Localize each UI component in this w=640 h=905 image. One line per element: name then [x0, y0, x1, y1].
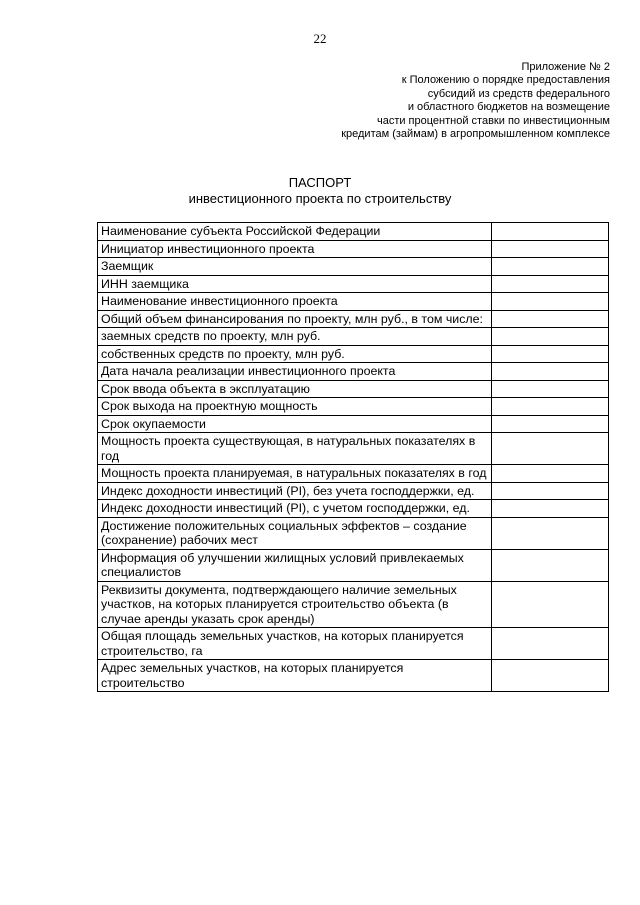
- title-subtitle: инвестиционного проекта по строительству: [188, 191, 452, 206]
- appendix-line: части процентной ставки по инвестиционным: [376, 114, 610, 127]
- row-value-cell: [492, 581, 609, 628]
- appendix-line: Приложение № 2: [521, 61, 610, 73]
- table-row: [98, 380, 609, 398]
- row-label: Дата начала реализации инвестиционного проекта: [98, 363, 492, 381]
- row-value-cell: [492, 482, 609, 500]
- table-row: [98, 465, 609, 483]
- passport-table-body: [98, 223, 609, 692]
- appendix-line: к Положению о порядке предоставления: [401, 74, 610, 87]
- row-label: Наименование инвестиционного проекта: [98, 293, 492, 311]
- row-label: Заемщик: [98, 258, 492, 276]
- passport-table: [97, 222, 609, 692]
- row-label: Общий объем финансирования по проекту, млн руб., в том числе:: [98, 310, 492, 328]
- table-row: [98, 258, 609, 276]
- table-row: [98, 345, 609, 363]
- row-value-cell: [492, 549, 609, 581]
- row-label: Мощность проекта планируемая, в натуральных показателях в год: [98, 465, 492, 483]
- row-value-cell: [492, 275, 609, 293]
- table-row: [98, 328, 609, 346]
- row-value-cell: [492, 258, 609, 276]
- appendix-line: кредитам (займам) в агропромышленном комплексе: [341, 128, 610, 141]
- table-row: [98, 660, 609, 692]
- row-label: заемных средств по проекту, млн руб.: [98, 328, 492, 346]
- table-row: [98, 482, 609, 500]
- row-value-cell: [492, 310, 609, 328]
- row-value-cell: [492, 380, 609, 398]
- row-value-cell: [492, 628, 609, 660]
- row-label: Реквизиты документа, подтверждающего наличие земельных участков, на которых планируется строительство объекта (в случае аренды указать срок аренды): [98, 581, 492, 628]
- row-value-cell: [492, 293, 609, 311]
- row-value-cell: [492, 363, 609, 381]
- row-value-cell: [492, 517, 609, 549]
- row-label: Инициатор инвестиционного проекта: [98, 240, 492, 258]
- table-row: [98, 275, 609, 293]
- row-value-cell: [492, 223, 609, 241]
- row-value-cell: [492, 660, 609, 692]
- row-value-cell: [492, 345, 609, 363]
- table-row: [98, 398, 609, 416]
- row-value-cell: [492, 240, 609, 258]
- row-label: Информация об улучшении жилищных условий привлекаемых специалистов: [98, 549, 492, 581]
- table-row: [98, 517, 609, 549]
- row-label: Достижение положительных социальных эффектов – создание (сохранение) рабочих мест: [98, 517, 492, 549]
- table-row: [98, 363, 609, 381]
- appendix-line: субсидий из средств федерального: [427, 87, 610, 100]
- title-main: ПАСПОРТ: [288, 175, 352, 190]
- table-row: [98, 240, 609, 258]
- table-row: [98, 293, 609, 311]
- table-row: [98, 415, 609, 433]
- row-label: Срок ввода объекта в эксплуатацию: [98, 380, 492, 398]
- table-row: [98, 628, 609, 660]
- table-row: [98, 581, 609, 628]
- row-value-cell: [492, 500, 609, 518]
- table-row: [98, 310, 609, 328]
- row-value-cell: [492, 415, 609, 433]
- row-label: собственных средств по проекту, млн руб.: [98, 345, 492, 363]
- row-label: ИНН заемщика: [98, 275, 492, 293]
- appendix-header: [280, 61, 610, 141]
- row-label: Срок выхода на проектную мощность: [98, 398, 492, 416]
- document-title: [0, 175, 640, 207]
- appendix-line: и областного бюджетов на возмещение: [407, 101, 610, 114]
- row-value-cell: [492, 328, 609, 346]
- row-label: Индекс доходности инвестиций (PI), без учета господдержки, ед.: [98, 482, 492, 500]
- row-label: Мощность проекта существующая, в натуральных показателях в год: [98, 433, 492, 465]
- row-value-cell: [492, 465, 609, 483]
- row-label: Общая площадь земельных участков, на которых планируется строительство, га: [98, 628, 492, 660]
- row-label: Наименование субъекта Российской Федерации: [98, 223, 492, 241]
- row-label: Адрес земельных участков, на которых планируется строительство: [98, 660, 492, 692]
- row-value-cell: [492, 398, 609, 416]
- table-row: [98, 433, 609, 465]
- row-value-cell: [492, 433, 609, 465]
- page-number: 22: [313, 31, 327, 46]
- row-label: Срок окупаемости: [98, 415, 492, 433]
- row-label: Индекс доходности инвестиций (PI), с учетом господдержки, ед.: [98, 500, 492, 518]
- table-row: [98, 223, 609, 241]
- table-row: [98, 500, 609, 518]
- table-row: [98, 549, 609, 581]
